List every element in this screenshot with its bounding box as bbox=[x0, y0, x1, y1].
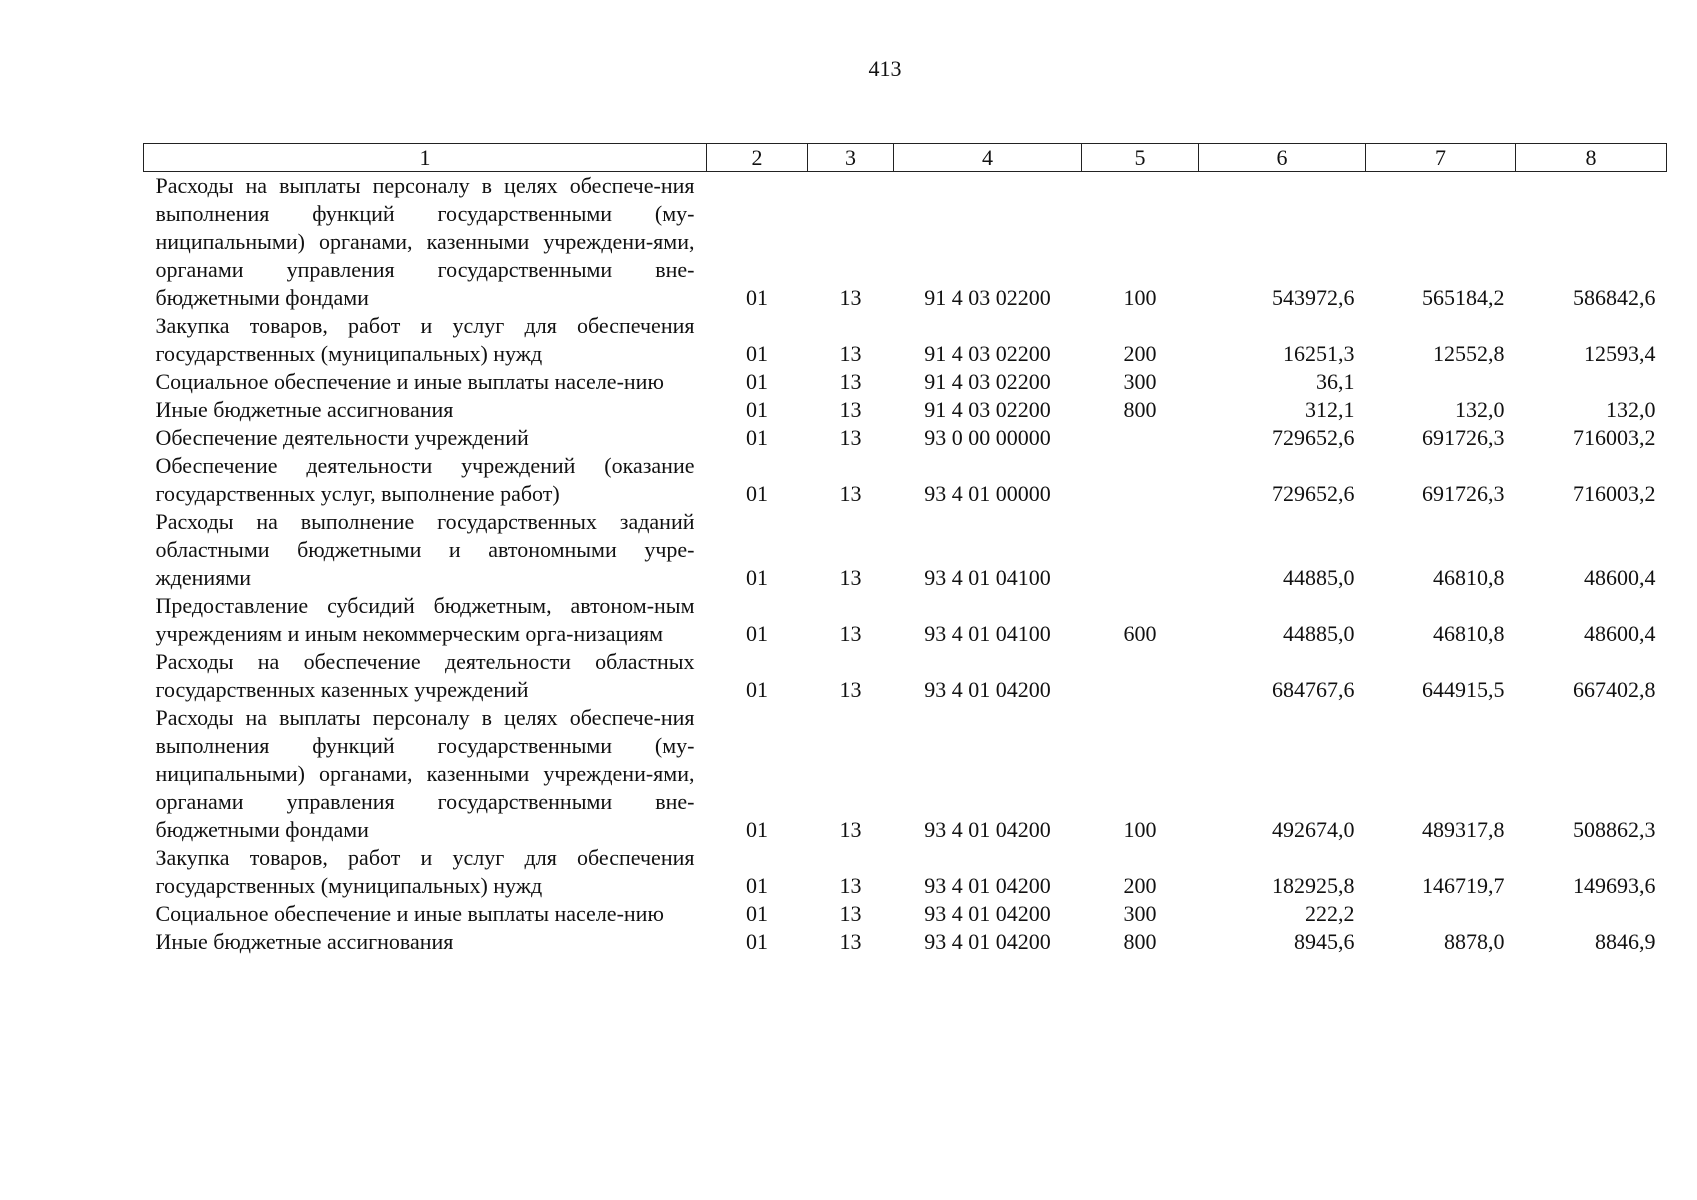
column-header: 8 bbox=[1516, 144, 1667, 172]
row-target-article-cell: 91 4 03 02200 bbox=[924, 397, 1051, 422]
column-header: 1 bbox=[144, 144, 707, 172]
row-subsection-cell: 13 bbox=[839, 565, 862, 590]
table-row bbox=[144, 368, 1667, 396]
table-row bbox=[144, 508, 1667, 592]
row-amount-col7-cell: 12552,8 bbox=[1433, 341, 1505, 366]
row-amount-col8-cell: 716003,2 bbox=[1573, 425, 1656, 450]
row-amount-col7-cell: 46810,8 bbox=[1433, 621, 1505, 646]
row-subsection-cell: 13 bbox=[839, 425, 862, 450]
row-expense-type-cell: 100 bbox=[1123, 285, 1157, 310]
column-header: 6 bbox=[1199, 144, 1366, 172]
row-amount-col6-cell: 312,1 bbox=[1305, 397, 1355, 422]
row-amount-col8-cell: 48600,4 bbox=[1584, 565, 1656, 590]
row-expense-type-cell: 300 bbox=[1123, 901, 1157, 926]
row-amount-col8-cell bbox=[1516, 368, 1667, 396]
row-amount-col7-cell bbox=[1366, 900, 1516, 928]
row-section-cell: 01 bbox=[746, 425, 768, 450]
row-name-cell: Закупка товаров, работ и услуг для обеспечения государственных (муниципальных) нужд bbox=[155, 845, 695, 898]
page-number: 413 bbox=[868, 56, 902, 81]
row-amount-col6-cell: 182925,8 bbox=[1272, 873, 1355, 898]
row-subsection-cell: 13 bbox=[839, 901, 862, 926]
row-expense-type-cell: 200 bbox=[1123, 873, 1157, 898]
row-target-article-cell: 91 4 03 02200 bbox=[924, 341, 1051, 366]
row-target-article-cell: 91 4 03 02200 bbox=[924, 285, 1051, 310]
row-target-article-cell: 93 4 01 04200 bbox=[924, 901, 1051, 926]
column-header: 3 bbox=[808, 144, 894, 172]
row-amount-col6-cell: 729652,6 bbox=[1272, 481, 1355, 506]
row-expense-type-cell bbox=[1082, 508, 1199, 592]
row-expense-type-cell: 800 bbox=[1123, 397, 1157, 422]
row-expense-type-cell bbox=[1082, 648, 1199, 704]
row-amount-col8-cell bbox=[1516, 900, 1667, 928]
table-row bbox=[144, 928, 1667, 956]
row-amount-col6-cell: 684767,6 bbox=[1272, 677, 1355, 702]
row-target-article-cell: 93 4 01 04200 bbox=[924, 817, 1051, 842]
row-amount-col6-cell: 729652,6 bbox=[1272, 425, 1355, 450]
column-header: 2 bbox=[707, 144, 808, 172]
row-name-cell: Расходы на выплаты персоналу в целях обеспече-ния выполнения функций государственными (му-ниципальными) органами, казенными учреждени-ями, органами управления государственными вне-бюджетными фондами bbox=[155, 173, 695, 310]
row-section-cell: 01 bbox=[746, 565, 768, 590]
row-subsection-cell: 13 bbox=[839, 481, 862, 506]
row-subsection-cell: 13 bbox=[839, 397, 862, 422]
row-amount-col8-cell: 716003,2 bbox=[1573, 481, 1656, 506]
row-amount-col7-cell: 132,0 bbox=[1455, 397, 1505, 422]
row-amount-col8-cell: 48600,4 bbox=[1584, 621, 1656, 646]
row-amount-col8-cell: 149693,6 bbox=[1573, 873, 1656, 898]
row-section-cell: 01 bbox=[746, 901, 768, 926]
row-amount-col6-cell: 222,2 bbox=[1305, 901, 1355, 926]
row-name-cell: Социальное обеспечение и иные выплаты населе-нию bbox=[155, 901, 664, 926]
row-amount-col8-cell: 8846,9 bbox=[1595, 929, 1656, 954]
table-row bbox=[144, 592, 1667, 648]
row-amount-col6-cell: 44885,0 bbox=[1283, 621, 1355, 646]
row-target-article-cell: 91 4 03 02200 bbox=[924, 369, 1051, 394]
column-header: 5 bbox=[1082, 144, 1199, 172]
column-header: 7 bbox=[1366, 144, 1516, 172]
table-row bbox=[144, 844, 1667, 900]
row-section-cell: 01 bbox=[746, 285, 768, 310]
row-name-cell: Обеспечение деятельности учреждений bbox=[155, 425, 529, 450]
row-name-cell: Обеспечение деятельности учреждений (оказание государственных услуг, выполнение работ) bbox=[155, 453, 695, 506]
row-amount-col7-cell: 8878,0 bbox=[1444, 929, 1505, 954]
row-name-cell: Расходы на выплаты персоналу в целях обеспече-ния выполнения функций государственными (му-ниципальными) органами, казенными учреждени-ями, органами управления государственными вне-бюджетными фондами bbox=[155, 705, 695, 842]
row-name-cell: Предоставление субсидий бюджетным, автоном-ным учреждениям и иным некоммерческим орга-низациям bbox=[155, 593, 695, 646]
row-subsection-cell: 13 bbox=[839, 817, 862, 842]
table-row bbox=[144, 648, 1667, 704]
row-expense-type-cell: 300 bbox=[1123, 369, 1157, 394]
row-subsection-cell: 13 bbox=[839, 929, 862, 954]
row-expense-type-cell: 200 bbox=[1123, 341, 1157, 366]
row-amount-col7-cell: 565184,2 bbox=[1422, 285, 1505, 310]
row-target-article-cell: 93 4 01 04100 bbox=[924, 621, 1051, 646]
table-row bbox=[144, 424, 1667, 452]
row-amount-col8-cell: 667402,8 bbox=[1573, 677, 1656, 702]
table-row bbox=[144, 312, 1667, 368]
row-target-article-cell: 93 4 01 04200 bbox=[924, 929, 1051, 954]
table-row bbox=[144, 900, 1667, 928]
row-section-cell: 01 bbox=[746, 817, 768, 842]
row-amount-col6-cell: 44885,0 bbox=[1283, 565, 1355, 590]
row-amount-col7-cell: 691726,3 bbox=[1422, 425, 1505, 450]
row-name-cell: Расходы на обеспечение деятельности областных государственных казенных учреждений bbox=[155, 649, 695, 702]
row-amount-col8-cell: 508862,3 bbox=[1573, 817, 1656, 842]
row-section-cell: 01 bbox=[746, 873, 768, 898]
row-amount-col7-cell: 489317,8 bbox=[1422, 817, 1505, 842]
row-expense-type-cell: 600 bbox=[1123, 621, 1157, 646]
row-amount-col6-cell: 492674,0 bbox=[1272, 817, 1355, 842]
row-subsection-cell: 13 bbox=[839, 621, 862, 646]
row-amount-col7-cell: 691726,3 bbox=[1422, 481, 1505, 506]
row-subsection-cell: 13 bbox=[839, 341, 862, 366]
row-target-article-cell: 93 4 01 04200 bbox=[924, 873, 1051, 898]
row-target-article-cell: 93 4 01 04100 bbox=[924, 565, 1051, 590]
table-body bbox=[144, 172, 1667, 957]
row-subsection-cell: 13 bbox=[839, 285, 862, 310]
row-amount-col7-cell: 146719,7 bbox=[1422, 873, 1505, 898]
row-subsection-cell: 13 bbox=[839, 677, 862, 702]
row-name-cell: Социальное обеспечение и иные выплаты населе-нию bbox=[155, 369, 664, 394]
row-section-cell: 01 bbox=[746, 677, 768, 702]
row-name-cell: Расходы на выполнение государственных заданий областными бюджетными и автономными учре-ждениями bbox=[155, 509, 695, 590]
row-name-cell: Иные бюджетные ассигнования bbox=[155, 929, 454, 954]
row-expense-type-cell bbox=[1082, 452, 1199, 508]
row-expense-type-cell: 800 bbox=[1123, 929, 1157, 954]
row-section-cell: 01 bbox=[746, 481, 768, 506]
row-section-cell: 01 bbox=[746, 369, 768, 394]
row-section-cell: 01 bbox=[746, 341, 768, 366]
row-name-cell: Закупка товаров, работ и услуг для обеспечения государственных (муниципальных) нужд bbox=[155, 313, 695, 366]
budget-table bbox=[143, 143, 1667, 956]
row-amount-col6-cell: 16251,3 bbox=[1283, 341, 1355, 366]
table-row bbox=[144, 704, 1667, 844]
row-amount-col8-cell: 132,0 bbox=[1606, 397, 1656, 422]
row-section-cell: 01 bbox=[746, 621, 768, 646]
row-section-cell: 01 bbox=[746, 929, 768, 954]
row-name-cell: Иные бюджетные ассигнования bbox=[155, 397, 454, 422]
row-amount-col6-cell: 36,1 bbox=[1316, 369, 1355, 394]
row-expense-type-cell bbox=[1082, 424, 1199, 452]
row-subsection-cell: 13 bbox=[839, 369, 862, 394]
row-amount-col7-cell: 46810,8 bbox=[1433, 565, 1505, 590]
table-row bbox=[144, 396, 1667, 424]
row-amount-col6-cell: 8945,6 bbox=[1294, 929, 1355, 954]
row-target-article-cell: 93 4 01 04200 bbox=[924, 677, 1051, 702]
row-amount-col7-cell bbox=[1366, 368, 1516, 396]
row-amount-col6-cell: 543972,6 bbox=[1272, 285, 1355, 310]
row-target-article-cell: 93 4 01 00000 bbox=[924, 481, 1051, 506]
row-amount-col8-cell: 12593,4 bbox=[1584, 341, 1656, 366]
table-row bbox=[144, 452, 1667, 508]
row-amount-col7-cell: 644915,5 bbox=[1422, 677, 1505, 702]
column-header: 4 bbox=[894, 144, 1082, 172]
table-row bbox=[144, 172, 1667, 313]
row-subsection-cell: 13 bbox=[839, 873, 862, 898]
row-target-article-cell: 93 0 00 00000 bbox=[924, 425, 1051, 450]
row-amount-col8-cell: 586842,6 bbox=[1573, 285, 1656, 310]
row-expense-type-cell: 100 bbox=[1123, 817, 1157, 842]
row-section-cell: 01 bbox=[746, 397, 768, 422]
header-row bbox=[144, 144, 1667, 172]
